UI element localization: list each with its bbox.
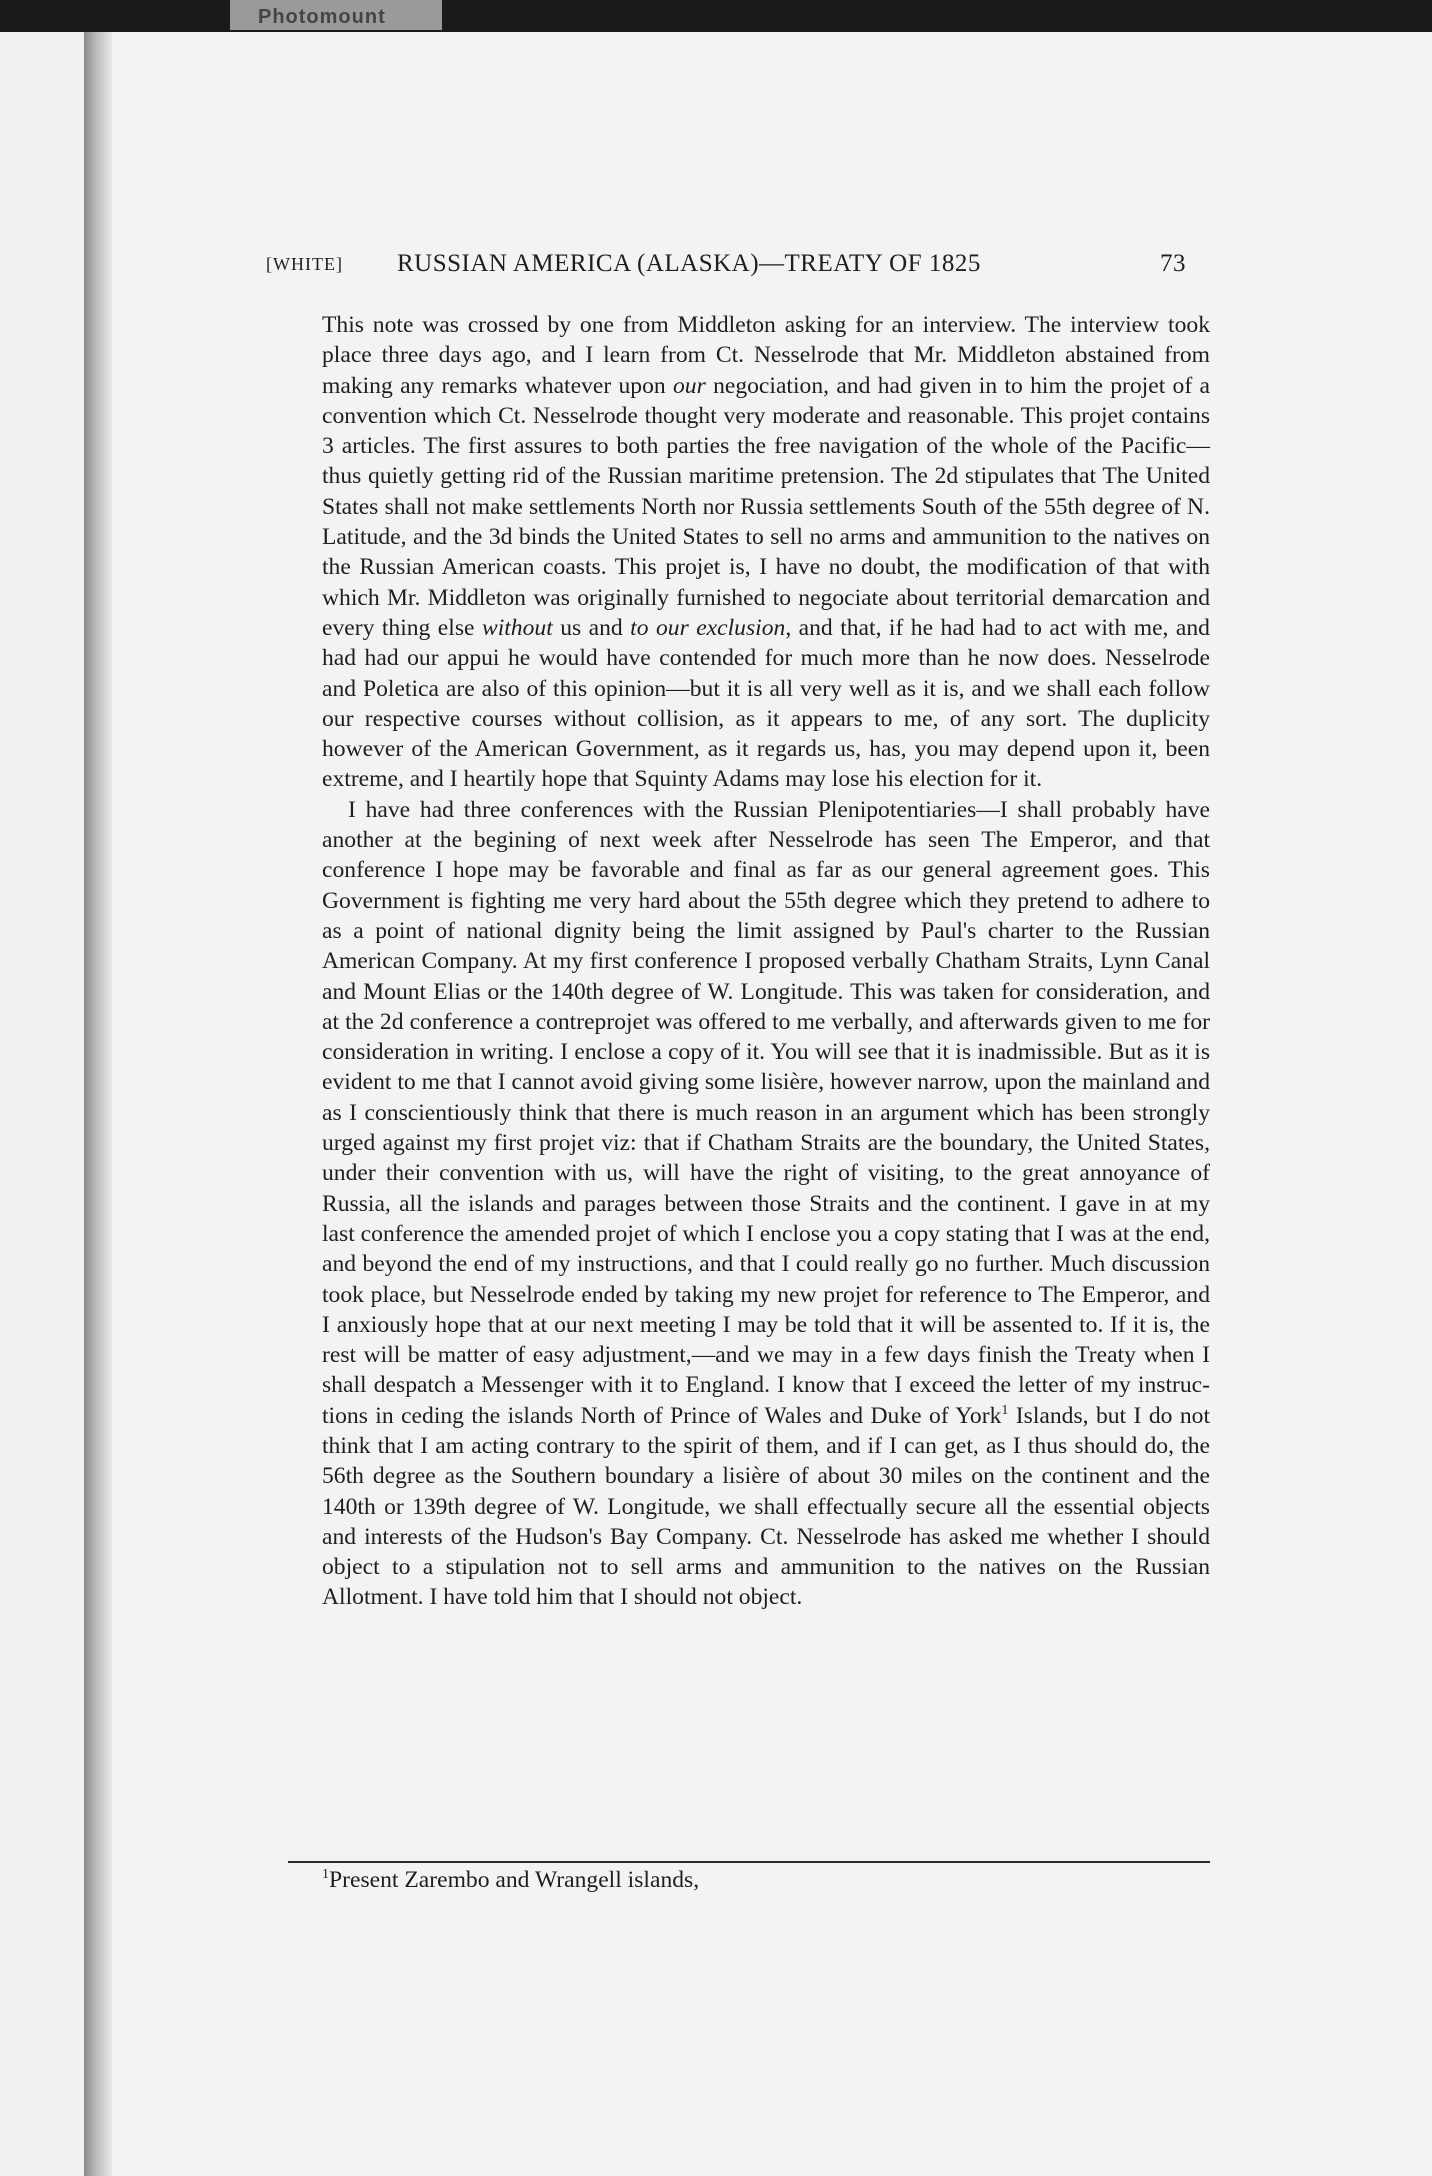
left-margin — [0, 32, 84, 2176]
footnote-marker: 1 — [322, 1867, 329, 1883]
text-run: us and — [552, 614, 631, 641]
text-run: Islands, but I do not think that I am acting contrary to the spirit of them, and if I can get, as I thus should do, the 56th degree as the Southern boundary a lisière of about 30 miles on the continent and the 140th or 139th degree of W. Longitude, we shall effectually secure all the essential objects and interests of the Hudson's Bay Company. Ct. Nesselrode has asked me whether I should object to a stipulation not to sell arms and ammunition to the natives on the Russian Allotment. I have told him that I should not object. — [322, 1402, 1210, 1611]
running-header — [266, 246, 1210, 286]
italic-text: our — [672, 372, 706, 399]
footnote-text: Present Zarembo and Wrangell islands, — [329, 1867, 700, 1893]
text-run: This note was crossed by one from Middleton asking for an interview. The interview took place three days ago, and I learn from Ct. Nesselrode that Mr. Middleton abstained from making any remarks whatever upon — [322, 312, 1210, 399]
footnote-rule — [288, 1861, 1210, 1863]
binding-edge — [84, 32, 112, 2176]
text-run: negociation, and had given in to him the projet of a convention which Ct. Nesselrode thought very moderate and reasonable. This projet contains 3 articles. The first assures to both parties the free navigation of the whole of the Pacific—thus quietly getting rid of the Russian maritime pretension. The 2d stipulates that The United States shall not make settlements North nor Russia settlements South of the 55th degree of N. Latitude, and the 3d binds the United States to sell no arms and ammunition to the natives on the Russian American coasts. This projet is, I have no doubt, the modification of that with which Mr. Middleton was originally furnished to negociate about territorial demarcation and every thing else — [322, 372, 1210, 641]
paragraph — [322, 310, 1210, 795]
text-run: I have had three conferences with the Russian Plenipotentiaries—I shall probably have another at the begining of next week after Nesselrode has seen The Emperor, and that conference I hope may be favorable and final as far as our general agreement goes. This Government is fighting me very hard about the 55th degree which they pretend to adhere to as a point of national dignity being the limit assigned by Paul's charter to the Russian American Company. At my first conference I proposed verbally Chatham Straits, Lynn Canal and Mount Elias or the 140th degree of W. Longitude. This was taken for consideration, and at the 2d conference a contreprojet was offered to me verbally, and afterwards given to me for consideration in writing. I enclose a copy of it. You will see that it is inadmissible. But as it is evident to me that I cannot avoid giving some lisière, however narrow, upon the mainland and as I conscientiously think that there is much reason in an argument which has been strongly urged against my first projet viz: that if Chatham Straits are the boundary, the United States, under their convention with us, will have the right of visiting, to the great annoyance of Russia, all the islands and parages between those Straits and the continent. I gave in at my last conference the amended projet of which I enclose you a copy stating that I was at the end, and beyond the end of my instructions, and that I could really go no further. Much discussion took place, but Nesselrode ended by taking my new projet for reference to The Emperor, and I anxiously hope that at our next meeting I may be told that it will be assented to. If it is, the rest will be matter of easy adjustment,—and we may in a few days finish the Treaty when I shall despatch a Messenger with it to England. I know that I exceed the letter of my instructions in ceding the islands North of Prince of Wales and Duke of York — [322, 796, 1210, 1429]
photomount-tab: Photomount — [230, 0, 442, 30]
paragraph — [322, 795, 1210, 1613]
italic-text: to our exclusion — [630, 614, 786, 641]
body-text — [322, 310, 1210, 1613]
footnote — [322, 1867, 699, 1894]
text-run: , and that, if he had had to act with me, and had had our appui he would have contended for much more than he now does. Nesselrode and Poletica are also of this opinion—but it is all very well as it is, and we shall each follow our respective courses without collision, as it appears to me, of any sort. The duplicity however of the American Government, as it regards us, has, you may depend upon it, been extreme, and I heartily hope that Squinty Adams may lose his election for it. — [322, 614, 1210, 793]
page-number: 73 — [1160, 250, 1186, 277]
page-content — [266, 246, 1210, 1613]
footnote-reference: 1 — [1001, 1402, 1009, 1418]
running-title: RUSSIAN AMERICA (ALASKA)—TREATY OF 1825 — [397, 250, 981, 277]
running-author: [WHITE] — [266, 254, 343, 274]
italic-text: without — [481, 614, 553, 641]
